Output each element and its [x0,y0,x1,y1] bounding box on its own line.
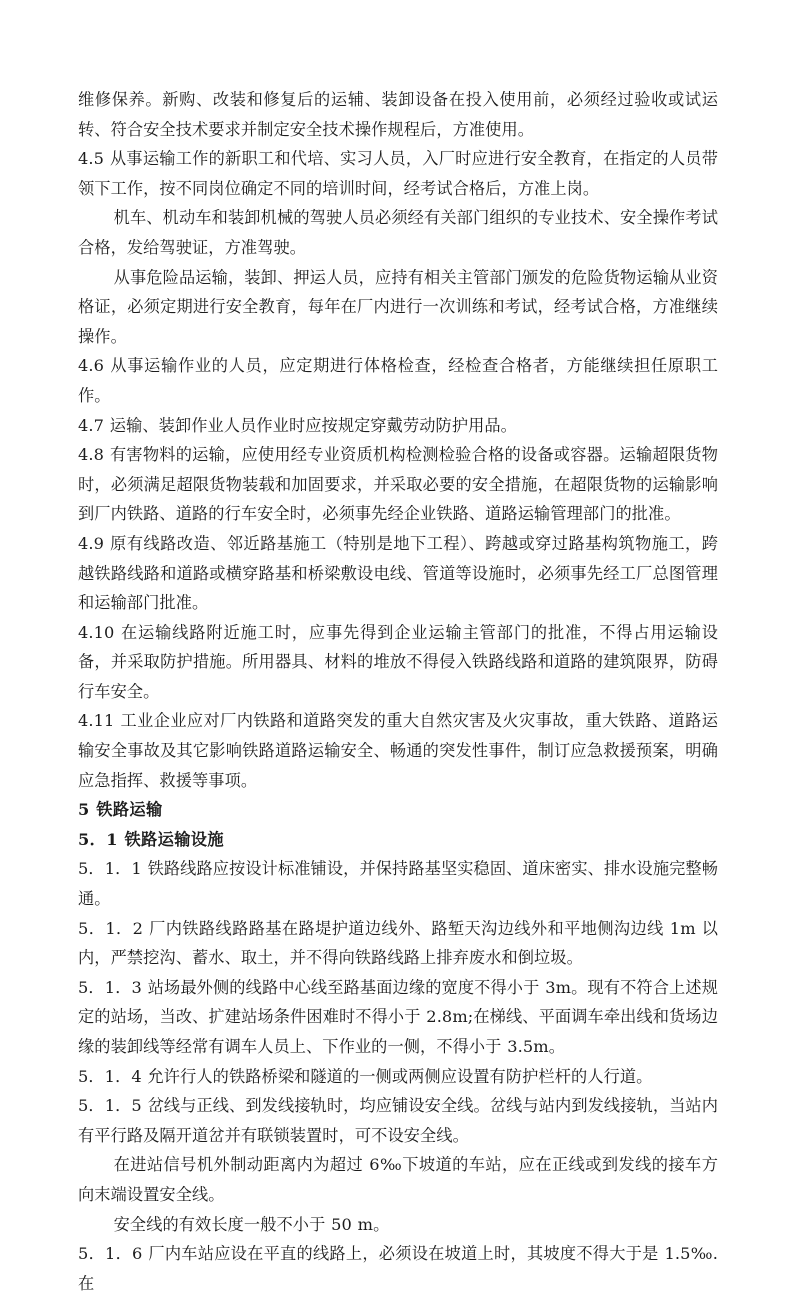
document-text-body [78,85,718,1298]
body-paragraph: 5．1．3 站场最外侧的线路中心线至路基面边缘的宽度不得小于 3m。现有不符合上述规定的站场，当改、扩建站场条件困难时不得小于 2.8m;在梯线、平面调车牵出线和货场边缘的装卸线等经常有调车人员上、下作业的一侧，不得小于 3.5m。 [78,977,718,1056]
body-paragraph: 5．1．1 铁路线路应按设计标准铺设，并保持路基坚实稳固、道床密实、排水设施完整畅通。 [78,859,718,909]
body-paragraph: 5．1．6 厂内车站应设在平直的线路上，必须设在坡道上时，其坡度不得大于是 1.5‰. 在 [78,1244,718,1293]
section-heading: 5．1 铁路运输设施 [78,829,224,849]
body-paragraph: 从事危险品运输，装卸、押运人员，应持有相关主管部门颁发的危险货物运输从业资格证，必须定期进行安全教育，每年在厂内进行一次训练和考试，经考试合格，方准继续操作。 [78,267,718,346]
body-paragraph: 维修保养。新购、改装和修复后的运辅、装卸设备在投入使用前，必须经过验收或试运转、符合安全技术要求并制定安全技术操作规程后，方准使用。 [78,90,718,139]
body-paragraph: 5．1．2 厂内铁路线路路基在路堤护道边线外、路堑天沟边线外和平地侧沟边线 1m 以内，严禁挖沟、蓄水、取土，并不得向铁路线路上排弃废水和倒垃圾。 [78,918,718,968]
body-paragraph: 4.6 从事运输作业的人员，应定期进行体格检查，经检查合格者，方能继续担任原职工作。 [78,356,718,405]
body-paragraph: 4.9 原有线路改造、邻近路基施工（特别是地下工程）、跨越或穿过路基构筑物施工，跨越铁路线路和道路或横穿路基和桥梁敷设电线、管道等设施时，必须事先经工厂总图管理和运输部门批准。 [78,533,718,613]
body-paragraph: 在进站信号机外制动距离内为超过 6‰下坡道的车站，应在正线或到发线的接车方向末端设置安全线。 [78,1155,718,1204]
body-paragraph: 安全线的有效长度一般不小于 50 m。 [113,1214,390,1234]
body-paragraph: 4.10 在运输线路附近施工时，应事先得到企业运输主管部门的批准，不得占用运输设备，并采取防护措施。所用器具、材料的堆放不得侵入铁路线路和道路的建筑限界，防碍行车安全。 [78,622,718,701]
body-paragraph: 4.7 运输、装卸作业人员作业时应按规定穿戴劳动防护用品。 [78,415,517,435]
body-paragraph: 4.5 从事运输工作的新职工和代培、实习人员，入厂时应进行安全教育，在指定的人员带领下工作，按不同岗位确定不同的培训时间，经考试合格后，方准上岗。 [78,149,718,198]
body-paragraph: 4.11 工业企业应对厂内铁路和道路突发的重大自然灾害及火灾事故，重大铁路、道路运输安全事故及其它影响铁路道路运输安全、畅通的突发性事件，制订应急救援预案，明确应急指挥、救援等事项。 [78,711,718,790]
body-paragraph: 5．1．4 允许行人的铁路桥梁和隧道的一侧或两侧应设置有防护栏杆的人行道。 [78,1066,653,1086]
body-paragraph: 5．1．5 岔线与正线、到发线接轨时，均应铺设安全线。岔线与站内到发线接轨，当站内有平行路及隔开道岔并有联锁装置时，可不设安全线。 [78,1096,718,1145]
body-paragraph: 4.8 有害物料的运输，应使用经专业资质机构检测检验合格的设备或容器。运输超限货物时，必须满足超限货物装载和加固要求，并采取必要的安全措施，在超限货物的运输影响到厂内铁路、道路的行车安全时，必须事先经企业铁路、道路运输管理部门的批准。 [78,445,718,524]
section-heading: 5 铁路运输 [78,800,163,820]
body-paragraph: 机车、机动车和装卸机械的驾驶人员必须经有关部门组织的专业技术、安全操作考试合格，发给驾驶证，方准驾驶。 [78,208,718,257]
